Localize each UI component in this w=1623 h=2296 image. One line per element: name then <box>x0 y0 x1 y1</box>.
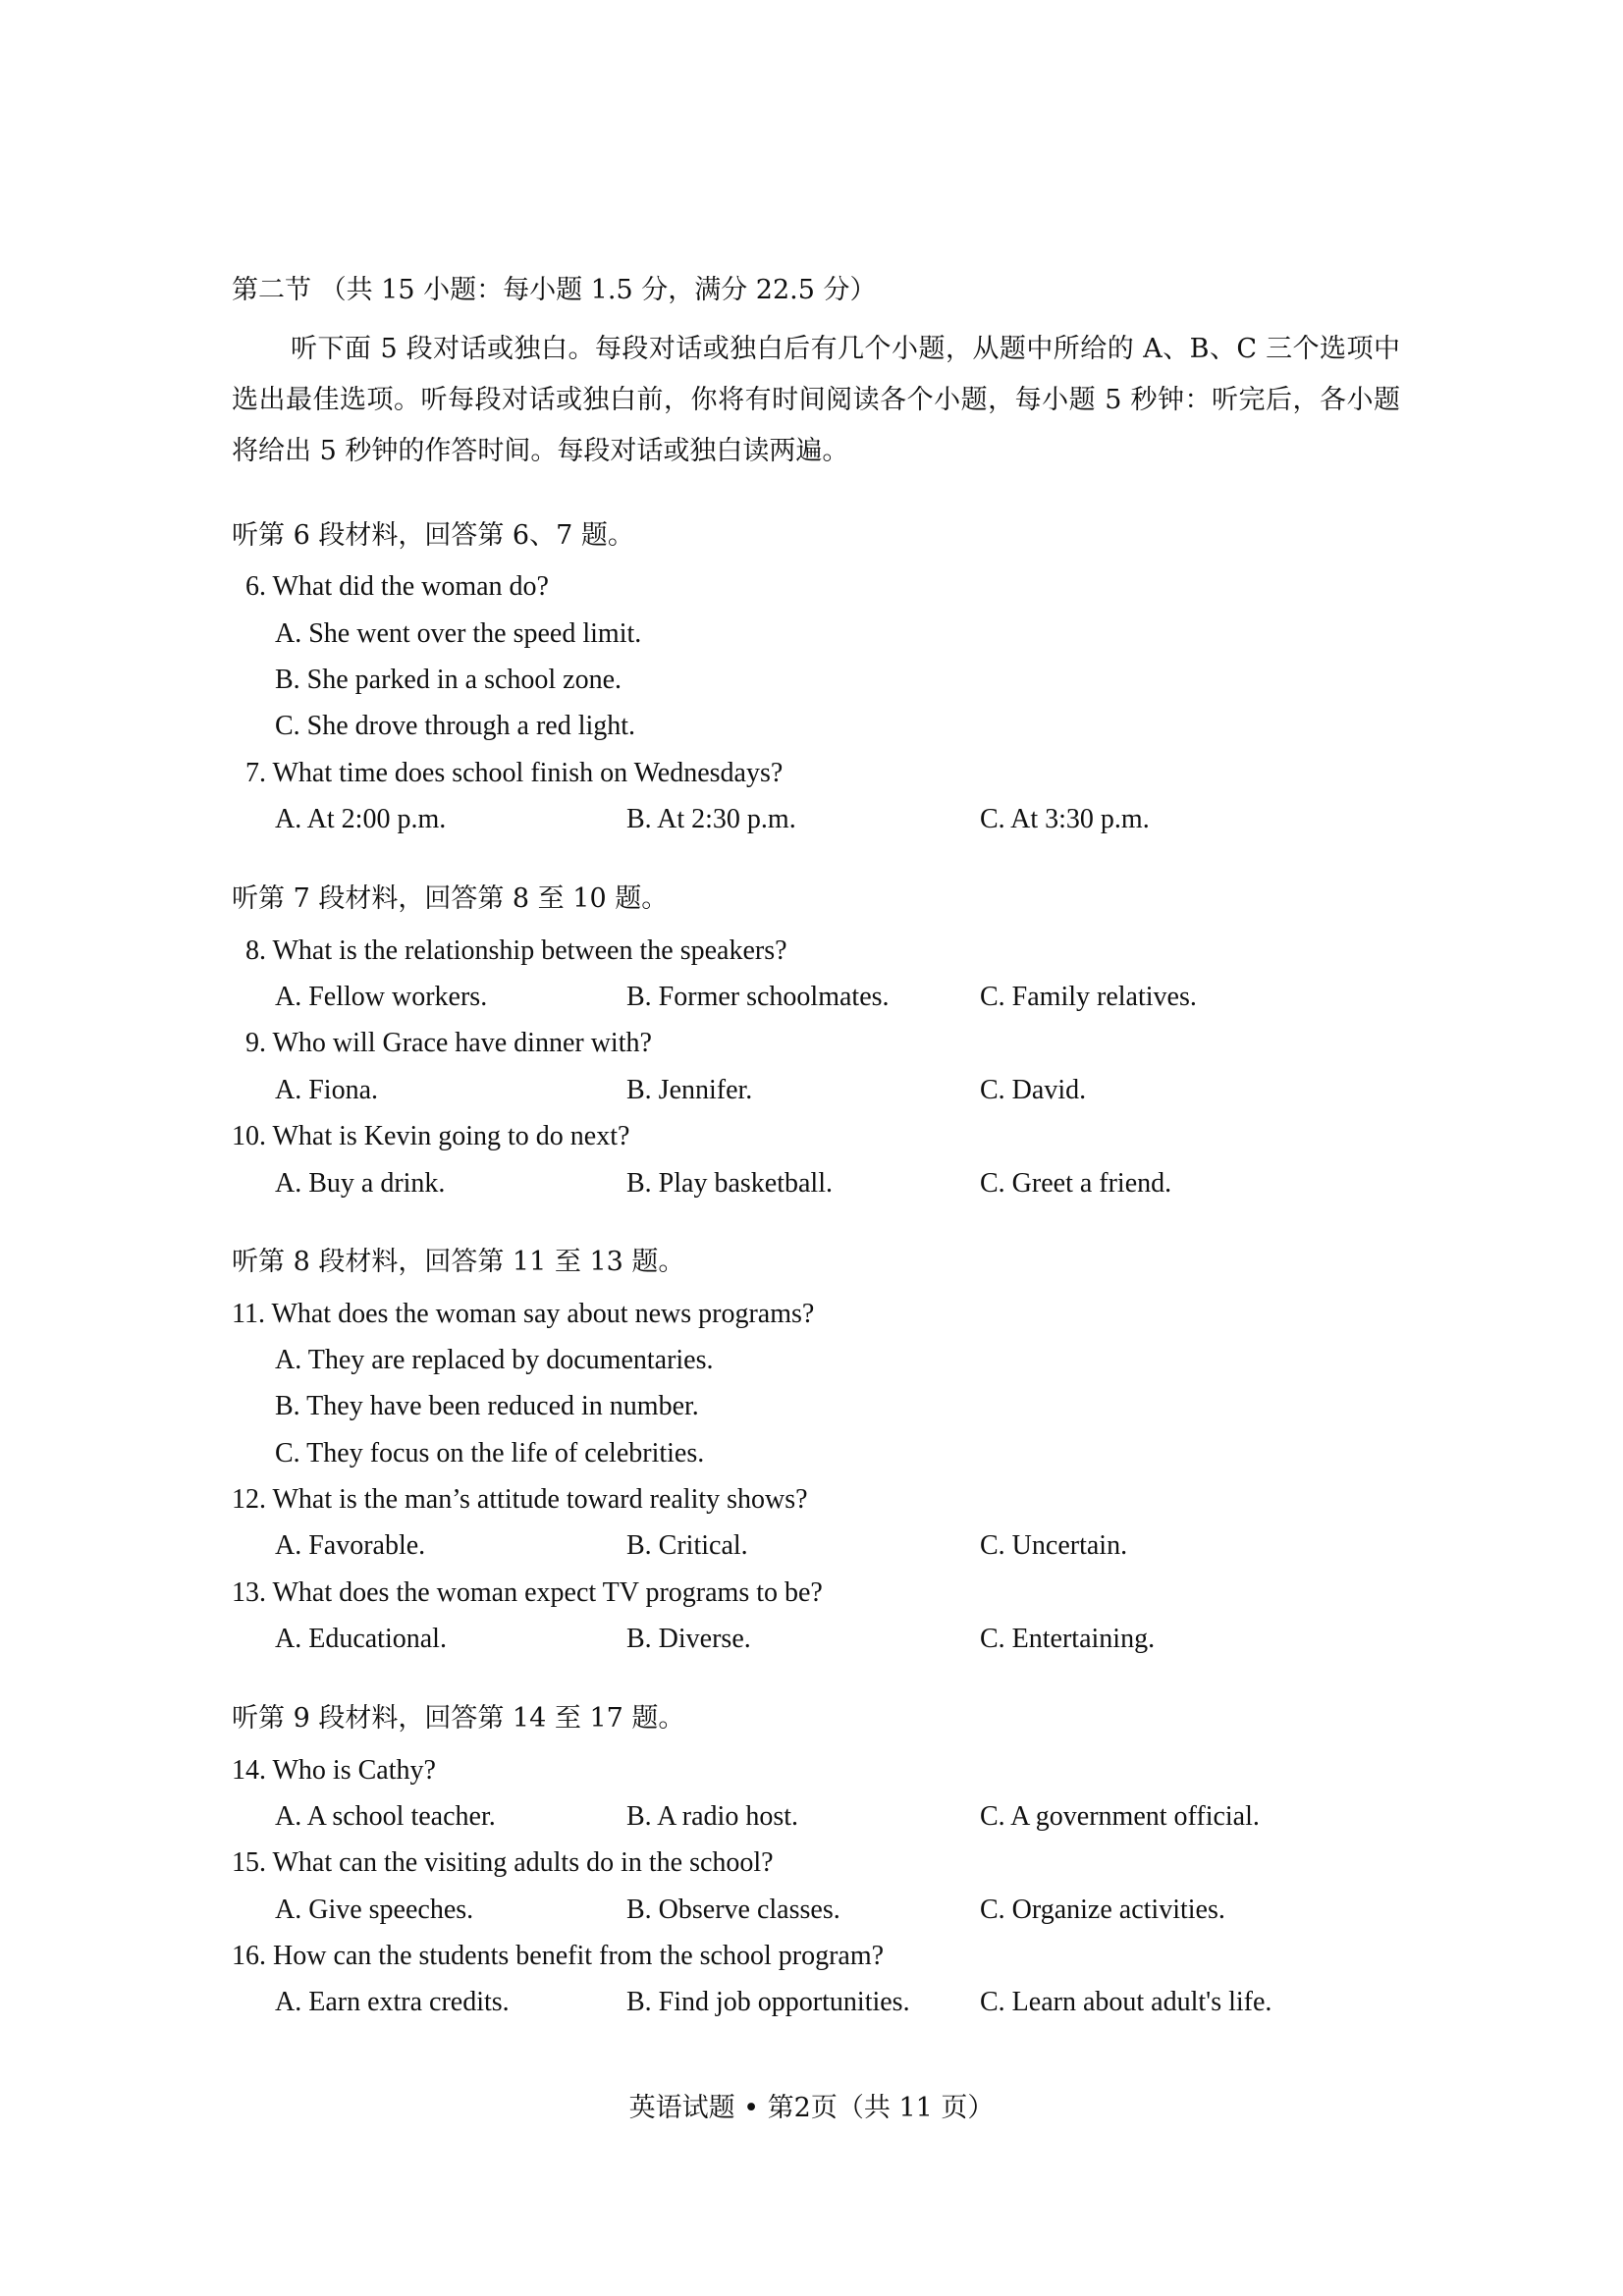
question-stem: 7. What time does school finish on Wednesdays? <box>245 758 784 788</box>
option-a: A. At 2:00 p.m. <box>275 804 447 834</box>
option-b: B. They have been reduced in number. <box>275 1391 699 1421</box>
option-a: A. She went over the speed limit. <box>275 618 642 649</box>
option-c: C. Entertaining. <box>980 1624 1156 1654</box>
section-instructions: 听下面 5 段对话或独白。每段对话或独白后有几个小题，从题中所给的 A、B、C 三个选项中选出最佳选项。听每段对话或独白前，你将有时间阅读各个小题，每小题 5 秒钟：听完后，各小题将给出 5 秒钟的作答时间。每段对话或独白读两遍。 <box>232 334 1400 466</box>
question-stem: 16. How can the students benefit from the school program? <box>232 1941 885 1971</box>
question-stem: 10. What is Kevin going to do next? <box>232 1121 630 1151</box>
option-a: A. Favorable. <box>275 1530 426 1561</box>
option-b: B. Play basketball. <box>626 1168 833 1199</box>
option-b: B. Observe classes. <box>626 1895 840 1925</box>
option-b: B. Critical. <box>626 1530 748 1561</box>
question-stem: 14. Who is Cathy? <box>232 1755 436 1786</box>
option-a: A. They are replaced by documentaries. <box>275 1345 714 1375</box>
option-c: C. She drove through a red light. <box>275 711 636 741</box>
group-title: 听第 6 段材料，回答第 6、7 题。 <box>232 520 634 551</box>
option-a: A. Give speeches. <box>275 1895 474 1925</box>
option-b: B. Jennifer. <box>626 1075 753 1105</box>
question-stem: 13. What does the woman expect TV programs to be? <box>232 1577 823 1608</box>
option-c: C. At 3:30 p.m. <box>980 804 1150 834</box>
group-title: 听第 7 段材料，回答第 8 至 10 题。 <box>232 883 669 914</box>
question-stem: 12. What is the man’s attitude toward reality shows? <box>232 1484 808 1515</box>
option-b: B. Former schoolmates. <box>626 982 890 1012</box>
page-footer: 英语试题 • 第2页（共 11 页） <box>628 2093 995 2123</box>
option-a: A. Buy a drink. <box>275 1168 446 1199</box>
option-c: C. They focus on the life of celebrities. <box>275 1438 705 1468</box>
option-c: C. Learn about adult's life. <box>980 1987 1272 2017</box>
option-b: B. Diverse. <box>626 1624 751 1654</box>
question-stem: 15. What can the visiting adults do in the school? <box>232 1847 774 1878</box>
option-c: C. Family relatives. <box>980 982 1197 1012</box>
option-a: A. Fiona. <box>275 1075 378 1105</box>
question-stem: 6. What did the woman do? <box>245 571 549 602</box>
question-stem: 8. What is the relationship between the speakers? <box>245 935 787 966</box>
option-a: A. Educational. <box>275 1624 447 1654</box>
option-c: C. David. <box>980 1075 1087 1105</box>
question-stem: 11. What does the woman say about news programs? <box>232 1299 815 1329</box>
option-b: B. Find job opportunities. <box>626 1987 910 2017</box>
option-c: C. Uncertain. <box>980 1530 1128 1561</box>
option-c: C. A government official. <box>980 1801 1260 1832</box>
question-stem: 9. Who will Grace have dinner with? <box>245 1028 652 1058</box>
option-a: A. Fellow workers. <box>275 982 488 1012</box>
section-heading: 第二节 （共 15 小题：每小题 1.5 分，满分 22.5 分） <box>232 275 877 305</box>
option-b: B. She parked in a school zone. <box>275 665 622 695</box>
option-b: B. A radio host. <box>626 1801 799 1832</box>
option-b: B. At 2:30 p.m. <box>626 804 796 834</box>
group-title: 听第 8 段材料，回答第 11 至 13 题。 <box>232 1247 685 1277</box>
option-c: C. Greet a friend. <box>980 1168 1172 1199</box>
option-c: C. Organize activities. <box>980 1895 1225 1925</box>
option-a: A. Earn extra credits. <box>275 1987 510 2017</box>
group-title: 听第 9 段材料，回答第 14 至 17 题。 <box>232 1703 685 1734</box>
option-a: A. A school teacher. <box>275 1801 496 1832</box>
